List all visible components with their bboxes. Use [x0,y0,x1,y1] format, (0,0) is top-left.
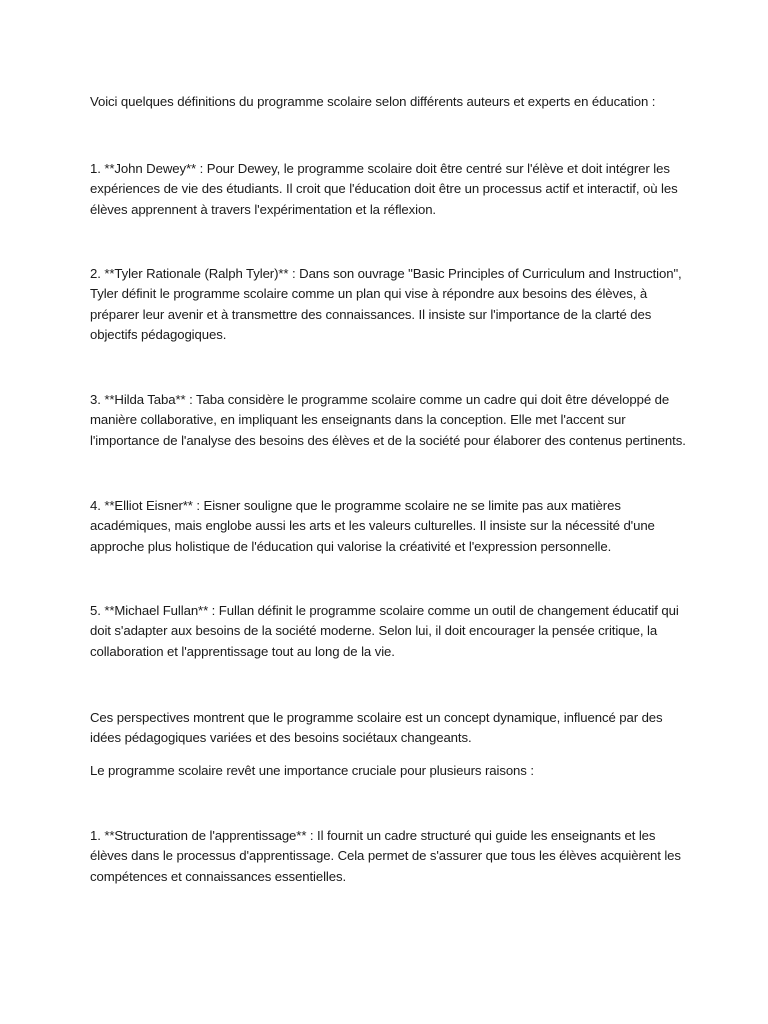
definition-eisner: 4. **Elliot Eisner** : Eisner souligne que le programme scolaire ne se limite pas aux matières académiques, mais englobe aussi les arts et les valeurs culturelles. Il insiste sur la nécessité d'une approche plus holistique de l'éducation qui valorise la créativité et l'expression personnelle. [90,498,655,554]
reason-structuration: 1. **Structuration de l'apprentissage** : Il fournit un cadre structuré qui guide les enseignants et les élèves dans le processus d'apprentissage. Cela permet de s'assurer que tous les élèves acquièrent les compétences et connaissances essentielles. [90,828,681,884]
intro-paragraph: Voici quelques définitions du programme scolaire selon différents auteurs et experts en éducation : [90,94,656,109]
perspectives-paragraph: Ces perspectives montrent que le programme scolaire est un concept dynamique, influencé par des idées pédagogiques variées et des besoins sociétaux changeants. [90,710,663,746]
definition-tyler: 2. **Tyler Rationale (Ralph Tyler)** : Dans son ouvrage "Basic Principles of Curriculum and Instruction", Tyler définit le programme scolaire comme un plan qui vise à répondre aux besoins des élèves, à préparer leur avenir et à transmettre des connaissances. Il insiste sur l'importance de la clarté des objectifs pédagogiques. [90,266,682,342]
definition-fullan: 5. **Michael Fullan** : Fullan définit le programme scolaire comme un outil de changement éducatif qui doit s'adapter aux besoins de la société moderne. Selon lui, il doit encourager la pensée critique, la collaboration et l'apprentissage tout au long de la vie. [90,603,679,659]
importance-intro-paragraph: Le programme scolaire revêt une importance cruciale pour plusieurs raisons : [90,763,534,778]
definition-dewey: 1. **John Dewey** : Pour Dewey, le programme scolaire doit être centré sur l'élève et doit intégrer les expériences de vie des étudiants. Il croit que l'éducation doit être un processus actif et interactif, où les élèves apprennent à travers l'expérimentation et la réflexion. [90,161,678,217]
definition-taba: 3. **Hilda Taba** : Taba considère le programme scolaire comme un cadre qui doit être développé de manière collaborative, en impliquant les enseignants dans la conception. Elle met l'accent sur l'importance de l'analyse des besoins des élèves et de la société pour élaborer des contenus pertinents. [90,392,686,448]
